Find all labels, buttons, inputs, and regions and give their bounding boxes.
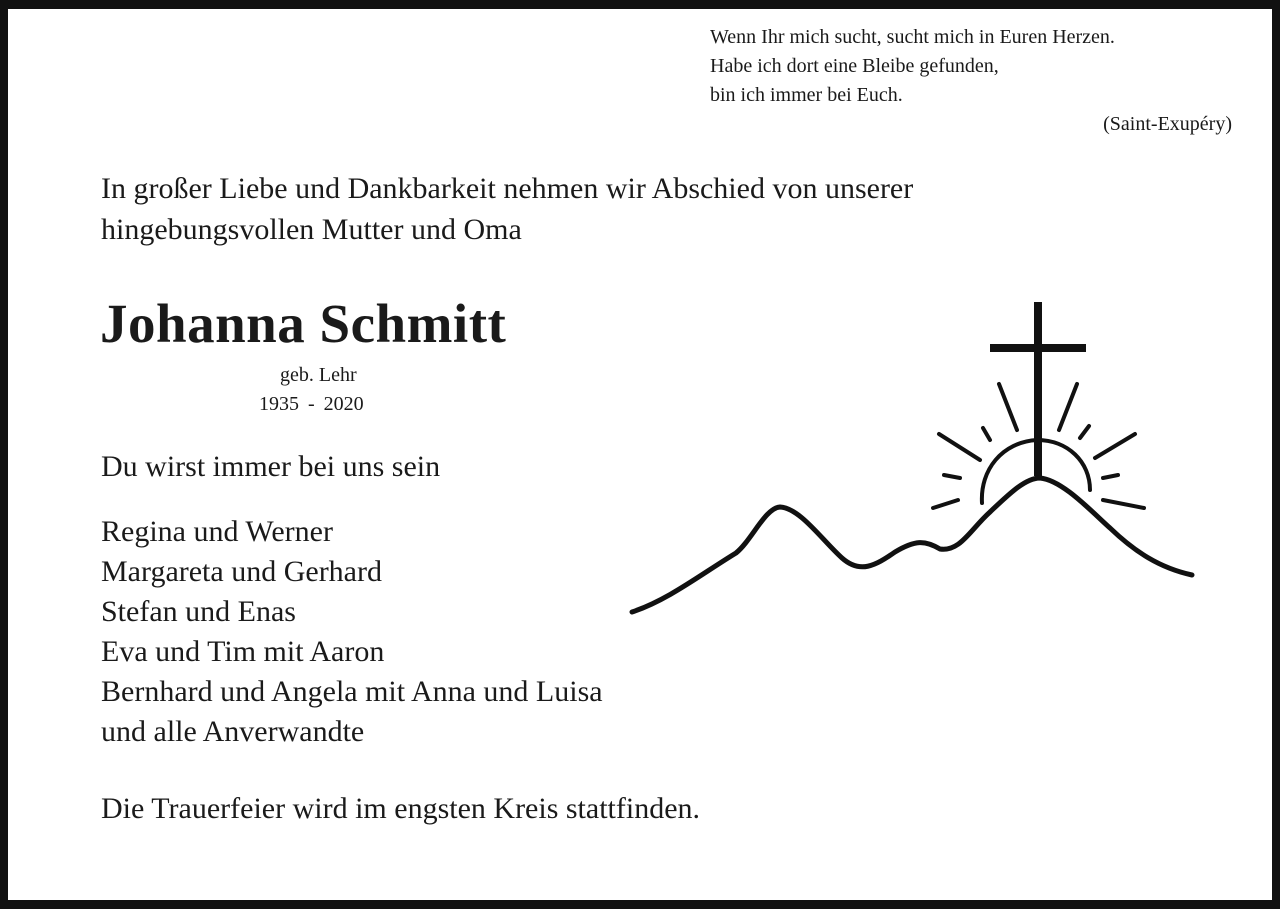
quote-author: (Saint-Exupéry): [1103, 113, 1232, 135]
funeral-notice: Die Trauerfeier wird im engsten Kreis stattfinden.: [101, 792, 701, 825]
intro-line-1: In großer Liebe und Dankbarkeit nehmen wir Abschied von unserer: [101, 172, 914, 205]
mourner-item: Eva und Tim mit Aaron: [101, 635, 385, 668]
mourner-item: Regina und Werner: [101, 515, 333, 548]
mourner-item: Margareta und Gerhard: [101, 555, 382, 588]
mourner-item: und alle Anverwandte: [101, 715, 365, 748]
intro-line-2: hingebungsvollen Mutter und Oma: [101, 213, 522, 246]
cross-over-mountains-sunrise-icon: [620, 290, 1210, 630]
quote-line-1: Wenn Ihr mich sucht, sucht mich in Euren Herzen.: [710, 26, 1115, 48]
life-years: 1935 - 2020: [259, 393, 364, 415]
motto: Du wirst immer bei uns sein: [101, 450, 441, 483]
quote-block: [710, 23, 1240, 139]
intro-text: [101, 168, 1101, 250]
deceased-name: Johanna Schmitt: [100, 293, 507, 354]
mourner-item: Bernhard und Angela mit Anna und Luisa: [101, 675, 603, 708]
birth-name: geb. Lehr: [280, 364, 357, 386]
quote-line-2: Habe ich dort eine Bleibe gefunden,: [710, 55, 999, 77]
mourner-item: Stefan und Enas: [101, 595, 296, 628]
mourners-list: [101, 512, 603, 752]
quote-line-3: bin ich immer bei Euch.: [710, 84, 903, 106]
